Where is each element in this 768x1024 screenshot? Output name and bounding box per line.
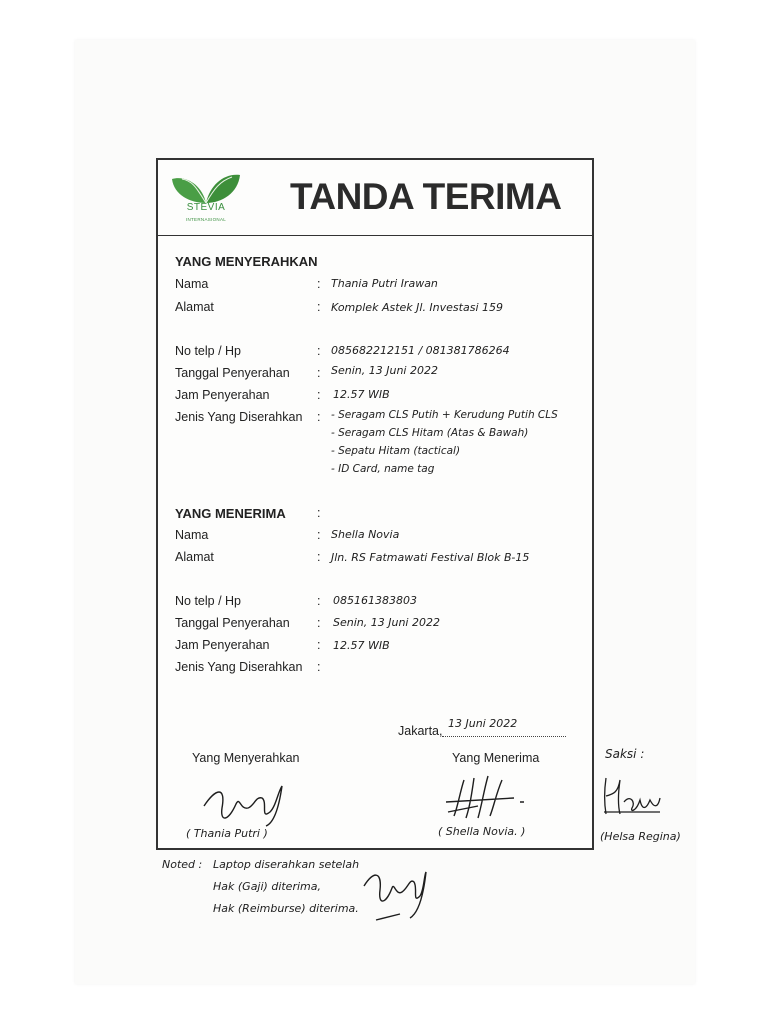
giver-phone-label: No telp / Hp [175, 344, 242, 358]
colon: : [317, 528, 321, 542]
witness-printed-name: (Helsa Regina) [600, 830, 681, 843]
receiver-phone-label: No telp / Hp [175, 594, 242, 608]
note-line: Hak (Reimburse) diterima. [213, 902, 359, 915]
colon: : [317, 277, 321, 291]
giver-time-label: Jam Penyerahan [175, 388, 270, 402]
colon: : [317, 388, 321, 402]
receiver-address-label: Alamat [175, 550, 214, 564]
giver-phone-value: 085682212151 / 081381786264 [331, 344, 510, 357]
colon: : [317, 638, 321, 652]
item-line: - Seragam CLS Hitam (Atas & Bawah) [331, 427, 529, 439]
receiver-signature-label: Yang Menerima [452, 751, 540, 765]
receiver-printed-name: ( Shella Novia. ) [438, 825, 526, 838]
giver-date-value: Senin, 13 Juni 2022 [331, 364, 438, 377]
giver-name-label: Nama [175, 277, 209, 291]
item-line: - Seragam CLS Putih + Kerudung Putih CLS [331, 409, 558, 421]
receiver-name-value: Shella Novia [331, 528, 400, 541]
colon: : [317, 616, 321, 630]
date-dotted-line [442, 736, 566, 737]
receiver-name-label: Nama [175, 528, 209, 542]
receiver-time-value: 12.57 WIB [333, 639, 390, 652]
header-divider [156, 235, 594, 236]
colon: : [317, 660, 321, 674]
colon: : [317, 344, 321, 358]
giver-address-value: Komplek Astek Jl. Investasi 159 [331, 301, 503, 314]
witness-label: Saksi : [605, 747, 645, 761]
receiver-items-label: Jenis Yang Diserahkan [175, 660, 303, 674]
receiver-signature-icon [444, 772, 540, 824]
giver-address-label: Alamat [175, 300, 214, 314]
receiver-section-title: YANG MENERIMA [175, 506, 286, 521]
logo-subtitle: INTERNASIONAL [185, 217, 227, 222]
giver-time-value: 12.57 WIB [333, 388, 390, 401]
receiver-date-label: Tanggal Penyerahan [175, 616, 290, 630]
giver-items-label: Jenis Yang Diserahkan [175, 410, 303, 424]
place-label: Jakarta, [398, 724, 443, 738]
colon: : [317, 300, 321, 314]
colon: : [317, 410, 321, 424]
giver-signature-label: Yang Menyerahkan [192, 751, 300, 765]
witness-signature-icon [600, 772, 664, 818]
colon: : [317, 506, 321, 520]
receiver-date-value: Senin, 13 Juni 2022 [333, 616, 440, 629]
receiver-phone-value: 085161383803 [333, 594, 417, 607]
giver-date-label: Tanggal Penyerahan [175, 366, 290, 380]
note-prefix: Noted : [162, 858, 203, 871]
colon: : [317, 366, 321, 380]
colon: : [317, 594, 321, 608]
note-line: Laptop diserahkan setelah [213, 858, 360, 871]
sign-date: 13 Juni 2022 [448, 717, 518, 730]
giver-signature-icon [196, 778, 292, 830]
item-line: - ID Card, name tag [331, 463, 435, 475]
note-signature-icon [360, 868, 430, 926]
page-title: TANDA TERIMA [290, 176, 562, 217]
logo-name: STEVIA [186, 202, 226, 213]
giver-section-title: YANG MENYERAHKAN [175, 254, 318, 269]
item-line: - Sepatu Hitam (tactical) [331, 445, 461, 457]
receiver-time-label: Jam Penyerahan [175, 638, 270, 652]
colon: : [317, 550, 321, 564]
giver-name-value: Thania Putri Irawan [331, 277, 438, 290]
receiver-address-value: Jln. RS Fatmawati Festival Blok B-15 [331, 551, 530, 564]
giver-printed-name: ( Thania Putri ) [186, 827, 268, 840]
note-line: Hak (Gaji) diterima, [213, 880, 321, 893]
